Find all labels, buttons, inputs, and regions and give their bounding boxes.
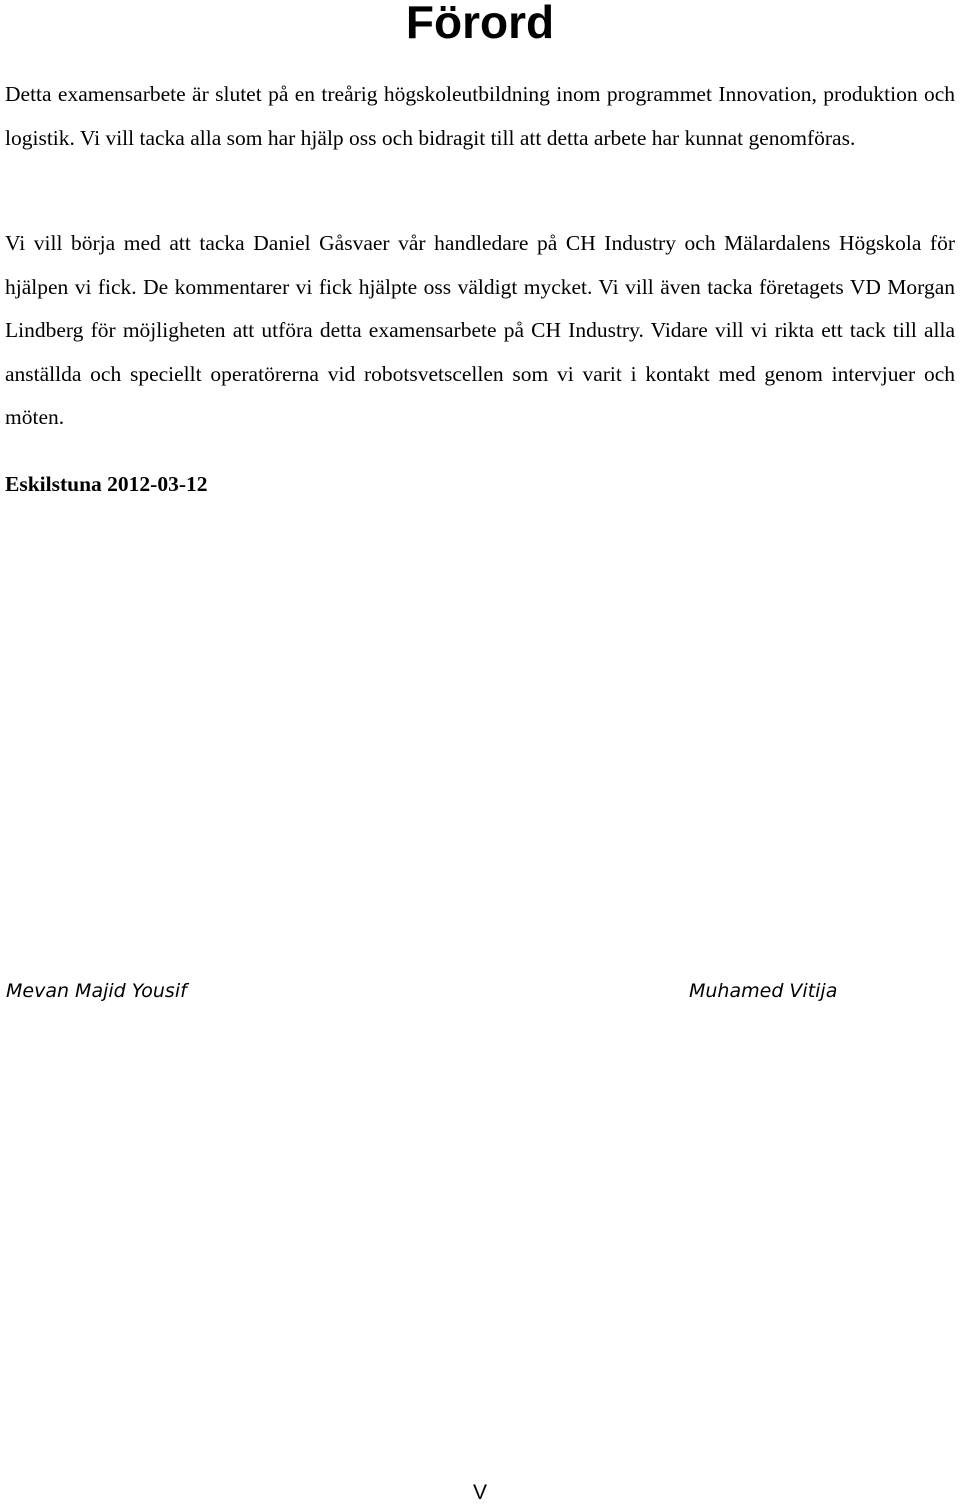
signature-author-2: Muhamed Vitija <box>689 980 838 1002</box>
page-number: V <box>472 1481 487 1504</box>
page-title: Förord <box>405 0 555 48</box>
paragraph-acknowledgements: Vi vill börja med att tacka Daniel Gåsvaer vår handledare på CH Industry och Mälardalens Högskola för hjälpen vi fick. De kommentarer vi fick hjälpte oss väldigt mycket. Vi vill även tacka företagets VD Morgan Lindberg för möjligheten att utföra detta examensarbete på CH Industry. Vidare vill vi rikta ett tack till alla anställda och speciellt operatörerna vid robotsvetscellen som vi varit i kontakt med genom intervjuer och möten. <box>5 231 955 430</box>
paragraph-intro: Detta examensarbete är slutet på en treårig högskoleutbildning inom programmet Innovation, produktion och logistik. Vi vill tacka alla som har hjälp oss och bidragit till att detta arbete har kunnat genomföras. <box>5 82 955 150</box>
signature-author-1: Mevan Majid Yousif <box>6 980 187 1002</box>
place-date: Eskilstuna 2012-03-12 <box>5 472 208 496</box>
